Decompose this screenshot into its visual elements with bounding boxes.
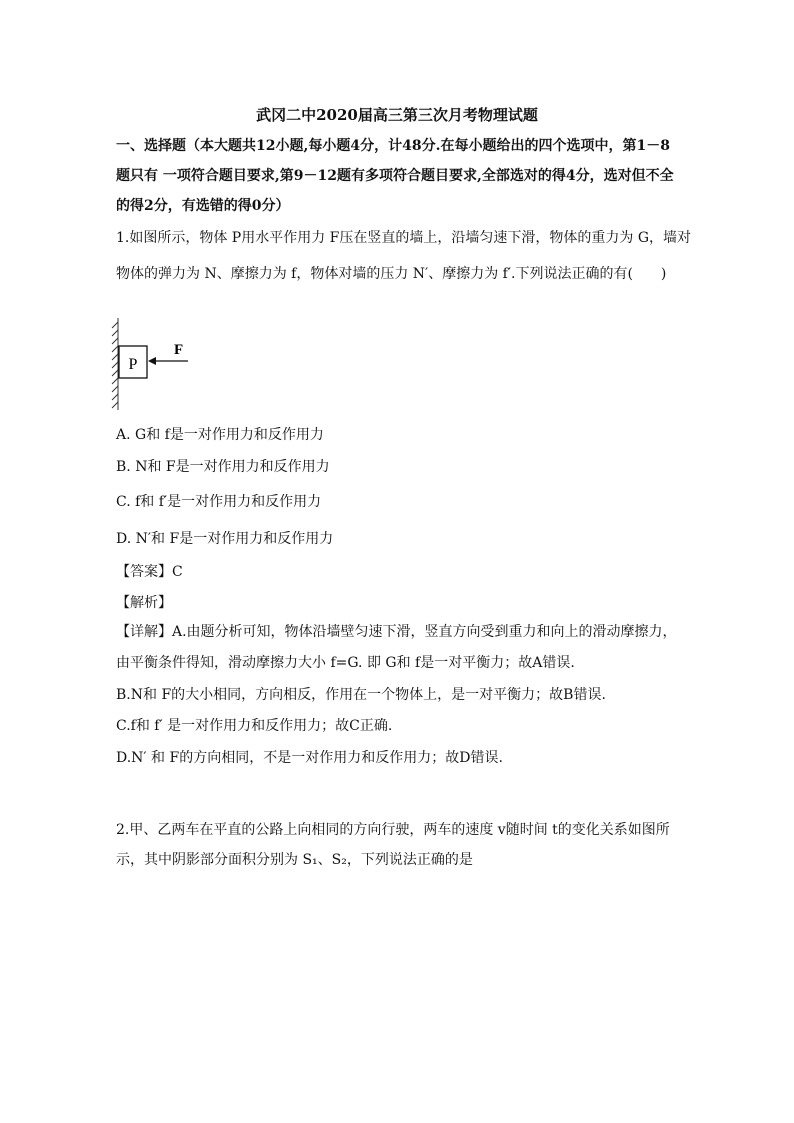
- q1-analysis-line-3: B.N和 F的大小相同，方向相反，作用在一个物体上，是一对平衡力；故B错误.: [116, 687, 606, 703]
- block-label: P: [128, 356, 138, 373]
- section-instruction-line-3: 的得2分，有选错的得0分）: [116, 198, 290, 214]
- q1-analysis-line-5: D.N′ 和 F的方向相同，不是一对作用力和反作用力；故D错误.: [116, 750, 503, 766]
- q1-option-d: D. N′和 F是一对作用力和反作用力: [116, 531, 334, 547]
- section-instruction-line-2: 题只有 一项符合题目要求,第9－12题有多项符合题目要求,全部选对的得4分，选对但不全: [116, 168, 674, 184]
- section-instruction-line-1: 一、选择题（本大题共12小题,每小题4分，计48分.在每小题给出的四个选项中，第1－8: [116, 138, 670, 154]
- wall-hatching: [112, 318, 118, 410]
- q1-analysis-line-4: C.f和 f′ 是一对作用力和反作用力；故C正确.: [116, 718, 393, 734]
- q2-stem-line-1: 2.甲、乙两车在平直的公路上向相同的方向行驶，两车的速度 v随时间 t的变化关系如图所: [116, 822, 670, 838]
- q1-answer: 【答案】C: [116, 564, 183, 580]
- q2-stem-line-2: 示，其中阴影部分面积分别为 S₁、S₂，下列说法正确的是: [116, 852, 473, 868]
- q1-option-b: B. N和 F是一对作用力和反作用力: [116, 459, 330, 475]
- q1-option-c: C. f和 f′是一对作用力和反作用力: [116, 494, 322, 510]
- force-label: F: [174, 342, 184, 358]
- q1-option-a: A. G和 f是一对作用力和反作用力: [116, 427, 324, 443]
- q1-analysis-line-1: 【详解】A.由题分析可知，物体沿墙壁匀速下滑，竖直方向受到重力和向上的滑动摩擦力，: [116, 624, 677, 640]
- q1-figure-block-on-wall: [108, 316, 198, 412]
- force-arrow-head: [148, 357, 156, 365]
- q1-analysis-heading: 【解析】: [116, 595, 172, 611]
- page-title: 武冈二中2020届高三第三次月考物理试题: [256, 106, 538, 124]
- q1-stem-line-1: 1.如图所示，物体 P用水平作用力 F压在竖直的墙上，沿墙匀速下滑，物体的重力为 G，墙对: [116, 230, 692, 246]
- q1-analysis-line-2: 由平衡条件得知，滑动摩擦力大小 f=G. 即 G和 f是一对平衡力；故A错误.: [116, 655, 575, 671]
- q1-stem-line-2: 物体的弹力为 N、摩擦力为 f，物体对墙的压力 N′、摩擦力为 f′.下列说法正确的有( ): [116, 266, 667, 282]
